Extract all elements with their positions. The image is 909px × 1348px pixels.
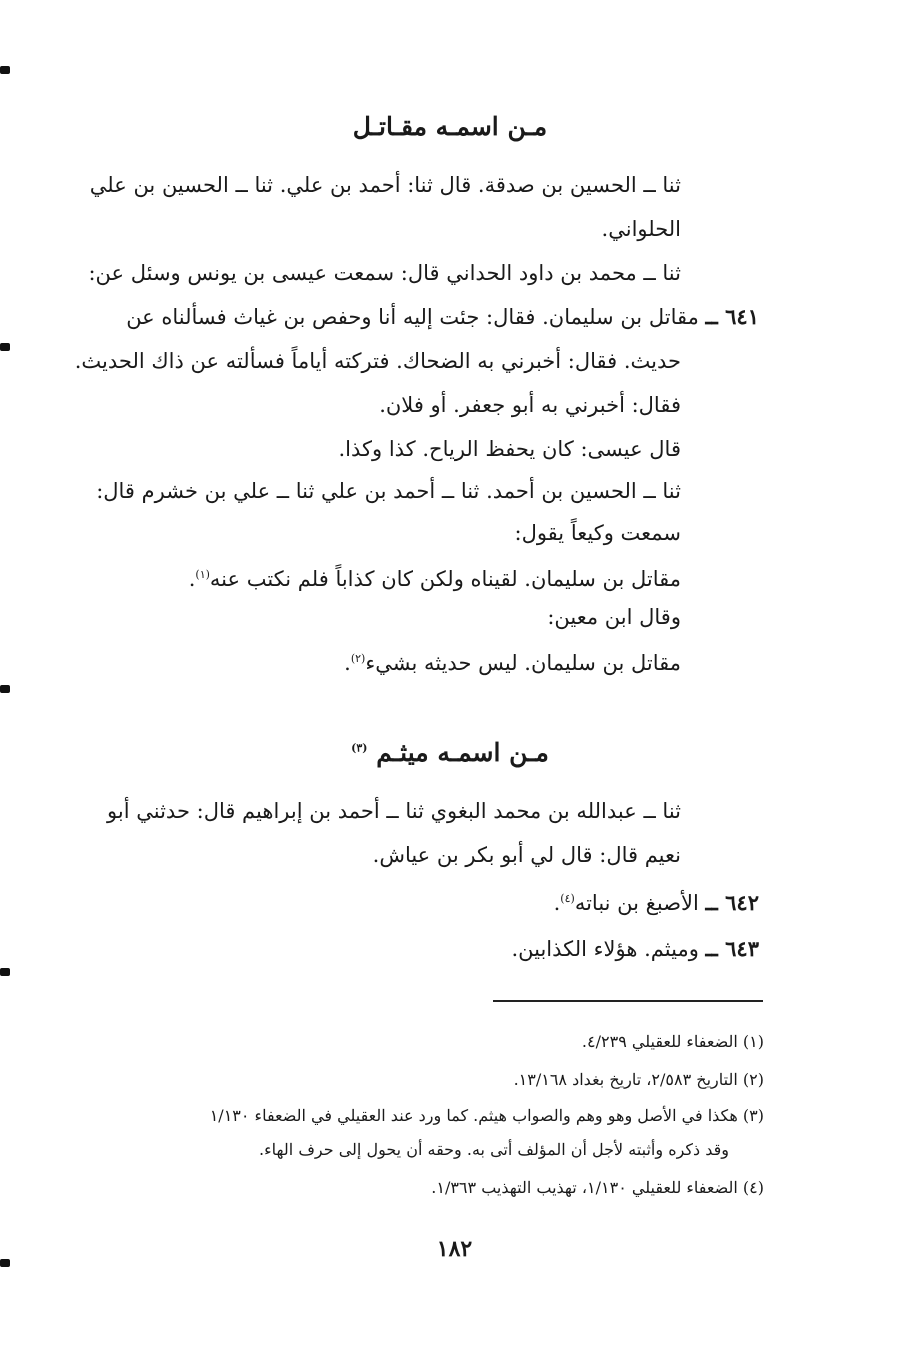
footnote-number: (١) bbox=[742, 1032, 764, 1051]
text-line: سمعت وكيعاً يقول: bbox=[514, 521, 681, 545]
footnote bbox=[582, 1030, 764, 1054]
scan-mark bbox=[0, 968, 10, 976]
text-line-with-ref bbox=[189, 560, 681, 594]
footnote-text: الضعفاء للعقيلي ١/١٣٠، تهذيب التهذيب ١/٣٦٣. bbox=[431, 1178, 738, 1197]
footnote-ref: (٢) bbox=[350, 652, 366, 665]
footnote bbox=[431, 1176, 764, 1200]
entry-number: ٦٤٢ ــ bbox=[705, 890, 759, 915]
text-line: ثنا ــ محمد بن داود الحداني قال: سمعت عيسى بن يونس وسئل عن: bbox=[88, 261, 681, 285]
footnote bbox=[514, 1068, 764, 1092]
quote-text: مقاتل بن سليمان. ليس حديثه بشيء bbox=[365, 651, 681, 675]
footnote-ref: (١) bbox=[195, 568, 210, 581]
punct: . bbox=[188, 567, 196, 591]
text-line-with-ref bbox=[344, 644, 681, 678]
entry-text: الأصبغ بن نباته bbox=[574, 891, 699, 915]
entry-text: مقاتل بن سليمان. فقال: جئت إليه أنا وحفص بن غياث فسألناه عن bbox=[126, 305, 699, 329]
footnote-ref: (٣) bbox=[351, 741, 368, 755]
footnote-text: هكذا في الأصل وهو وهم والصواب هيثم. كما ورد عند العقيلي في الضعفاء ١/١٣٠ bbox=[209, 1106, 738, 1125]
punct: . bbox=[344, 651, 351, 675]
text-line: فقال: أخبرني به أبو جعفر. أو فلان. bbox=[379, 393, 681, 417]
footnote-number: (٣) bbox=[742, 1106, 764, 1125]
footnote bbox=[210, 1104, 764, 1128]
text-line: ثنا ــ الحسين بن صدقة. قال ثنا: أحمد بن علي. ثنا ــ الحسين بن علي bbox=[89, 173, 681, 197]
heading-text: مـن اسمـه ميثـم bbox=[376, 738, 549, 767]
text-line: وقال ابن معين: bbox=[547, 605, 681, 629]
punct: . bbox=[553, 891, 561, 915]
entry-643 bbox=[511, 934, 759, 964]
scan-mark bbox=[0, 66, 10, 74]
text-line: قال عيسى: كان يحفظ الرياح. كذا وكذا. bbox=[338, 437, 681, 461]
entry-641 bbox=[126, 302, 759, 332]
text-line: ثنا ــ الحسين بن أحمد. ثنا ــ أحمد بن علي ثنا ــ علي بن خشرم قال: bbox=[96, 479, 681, 503]
text-line: نعيم قال: قال لي أبو بكر بن عياش. bbox=[372, 843, 681, 867]
entry-number: ٦٤١ ــ bbox=[705, 304, 759, 329]
entry-number: ٦٤٣ ــ bbox=[705, 936, 759, 961]
footnote-text: الضعفاء للعقيلي ٤/٢٣٩. bbox=[581, 1032, 738, 1051]
text-line: الحلواني. bbox=[601, 217, 681, 241]
footnote-number: (٢) bbox=[742, 1070, 764, 1089]
scan-mark bbox=[0, 343, 10, 351]
footnote-number: (٤) bbox=[742, 1178, 764, 1197]
footnote-text: التاريخ ٢/٥٨٣، تاريخ بغداد ١٣/١٦٨. bbox=[513, 1070, 738, 1089]
section-heading-muqatil: مـن اسمـه مقـاتـل bbox=[352, 112, 548, 141]
text-line: ثنا ــ عبدالله بن محمد البغوي ثنا ــ أحمد بن إبراهيم قال: حدثني أبو bbox=[107, 799, 681, 823]
footnote-continuation: وقد ذكره وأثبته لأجل أن المؤلف أتى به. وحقه أن يحول إلى حرف الهاء. bbox=[259, 1140, 729, 1159]
entry-642 bbox=[554, 884, 759, 918]
section-heading-maytham bbox=[180, 738, 720, 767]
footnote-separator bbox=[493, 1000, 763, 1002]
scan-mark bbox=[0, 685, 10, 693]
quote-text: مقاتل بن سليمان. لقيناه ولكن كان كذاباً فلم نكتب عنه bbox=[209, 567, 681, 591]
page-number: ١٨٢ bbox=[436, 1236, 473, 1262]
entry-text: وميثم. هؤلاء الكذابين. bbox=[511, 937, 699, 961]
footnote-ref: (٤) bbox=[560, 892, 575, 905]
text-line: حديث. فقال: أخبرني به الضحاك. فتركته أياماً فسألته عن ذاك الحديث. bbox=[74, 349, 681, 373]
